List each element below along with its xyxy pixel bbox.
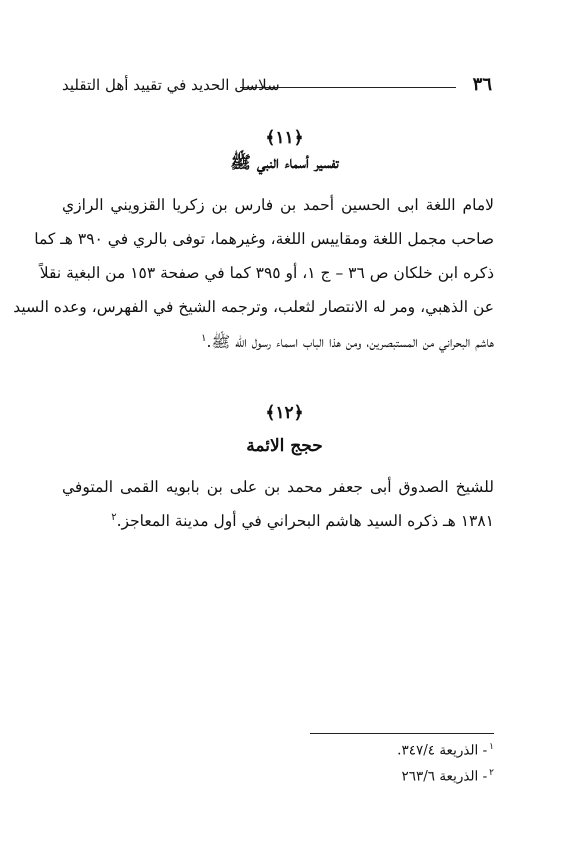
- footnote-reference: ٢: [111, 512, 117, 523]
- paragraph-line: لامام اللغة ابى الحسين أحمد بن فارس بن زكريا القزويني الرازي: [62, 196, 494, 214]
- entry-title: حجج الائمة: [246, 436, 323, 456]
- paragraph-line-text: ١٣٨١ هـ ذكره السيد هاشم البحراني في أول مدينة المعاجز.: [116, 512, 494, 531]
- page-number: ٣٦: [472, 74, 492, 95]
- footnote-reference: ١: [201, 332, 207, 344]
- paragraph-line: ذكره ابن خلكان ص ٣٦ – ج ١، أو ٣٩٥ كما في صفحة ١٥٣ من البغية نقلاً: [39, 264, 494, 282]
- paragraph-line: عن الذهبي، ومر له الانتصار لثعلب، وترجمه الشيخ في الفهرس، وعده السيد: [13, 298, 494, 316]
- paragraph-line: للشيخ الصدوق أبى جعفر محمد بن على بن بابويه القمى المتوفي: [62, 478, 494, 496]
- paragraph-line-last: [62, 512, 494, 530]
- paragraph-line-text: هاشم البحراني من المستبصرين، ومن هذا الباب اسماء رسول الله ﷺ.: [206, 333, 494, 351]
- running-title: سلاسل الحديد في تقييد أهل التقليد: [62, 76, 280, 94]
- footnote-number: ٢: [489, 768, 494, 778]
- footnote-number: ١: [489, 742, 494, 752]
- running-header: [62, 74, 492, 98]
- paragraph-line: صاحب مجمل اللغة ومقاييس اللغة، وغيرهما، توفى بالري في ٣٩٠ هـ كما: [34, 230, 494, 248]
- footnote: [401, 768, 494, 785]
- entry-number: ﴿١١﴾: [265, 128, 304, 148]
- footnote: [397, 742, 494, 759]
- footnote-text: - الذريعة ٢٦٣/٦: [401, 768, 488, 785]
- paragraph-line-last: [62, 332, 494, 355]
- entry-number: ﴿١٢﴾: [265, 403, 304, 423]
- footnote-separator: [310, 733, 494, 734]
- footnote-text: - الذريعة ٣٤٧/٤.: [397, 742, 488, 759]
- entry-title: تفسير أسماء النبي ﷺ: [230, 153, 339, 173]
